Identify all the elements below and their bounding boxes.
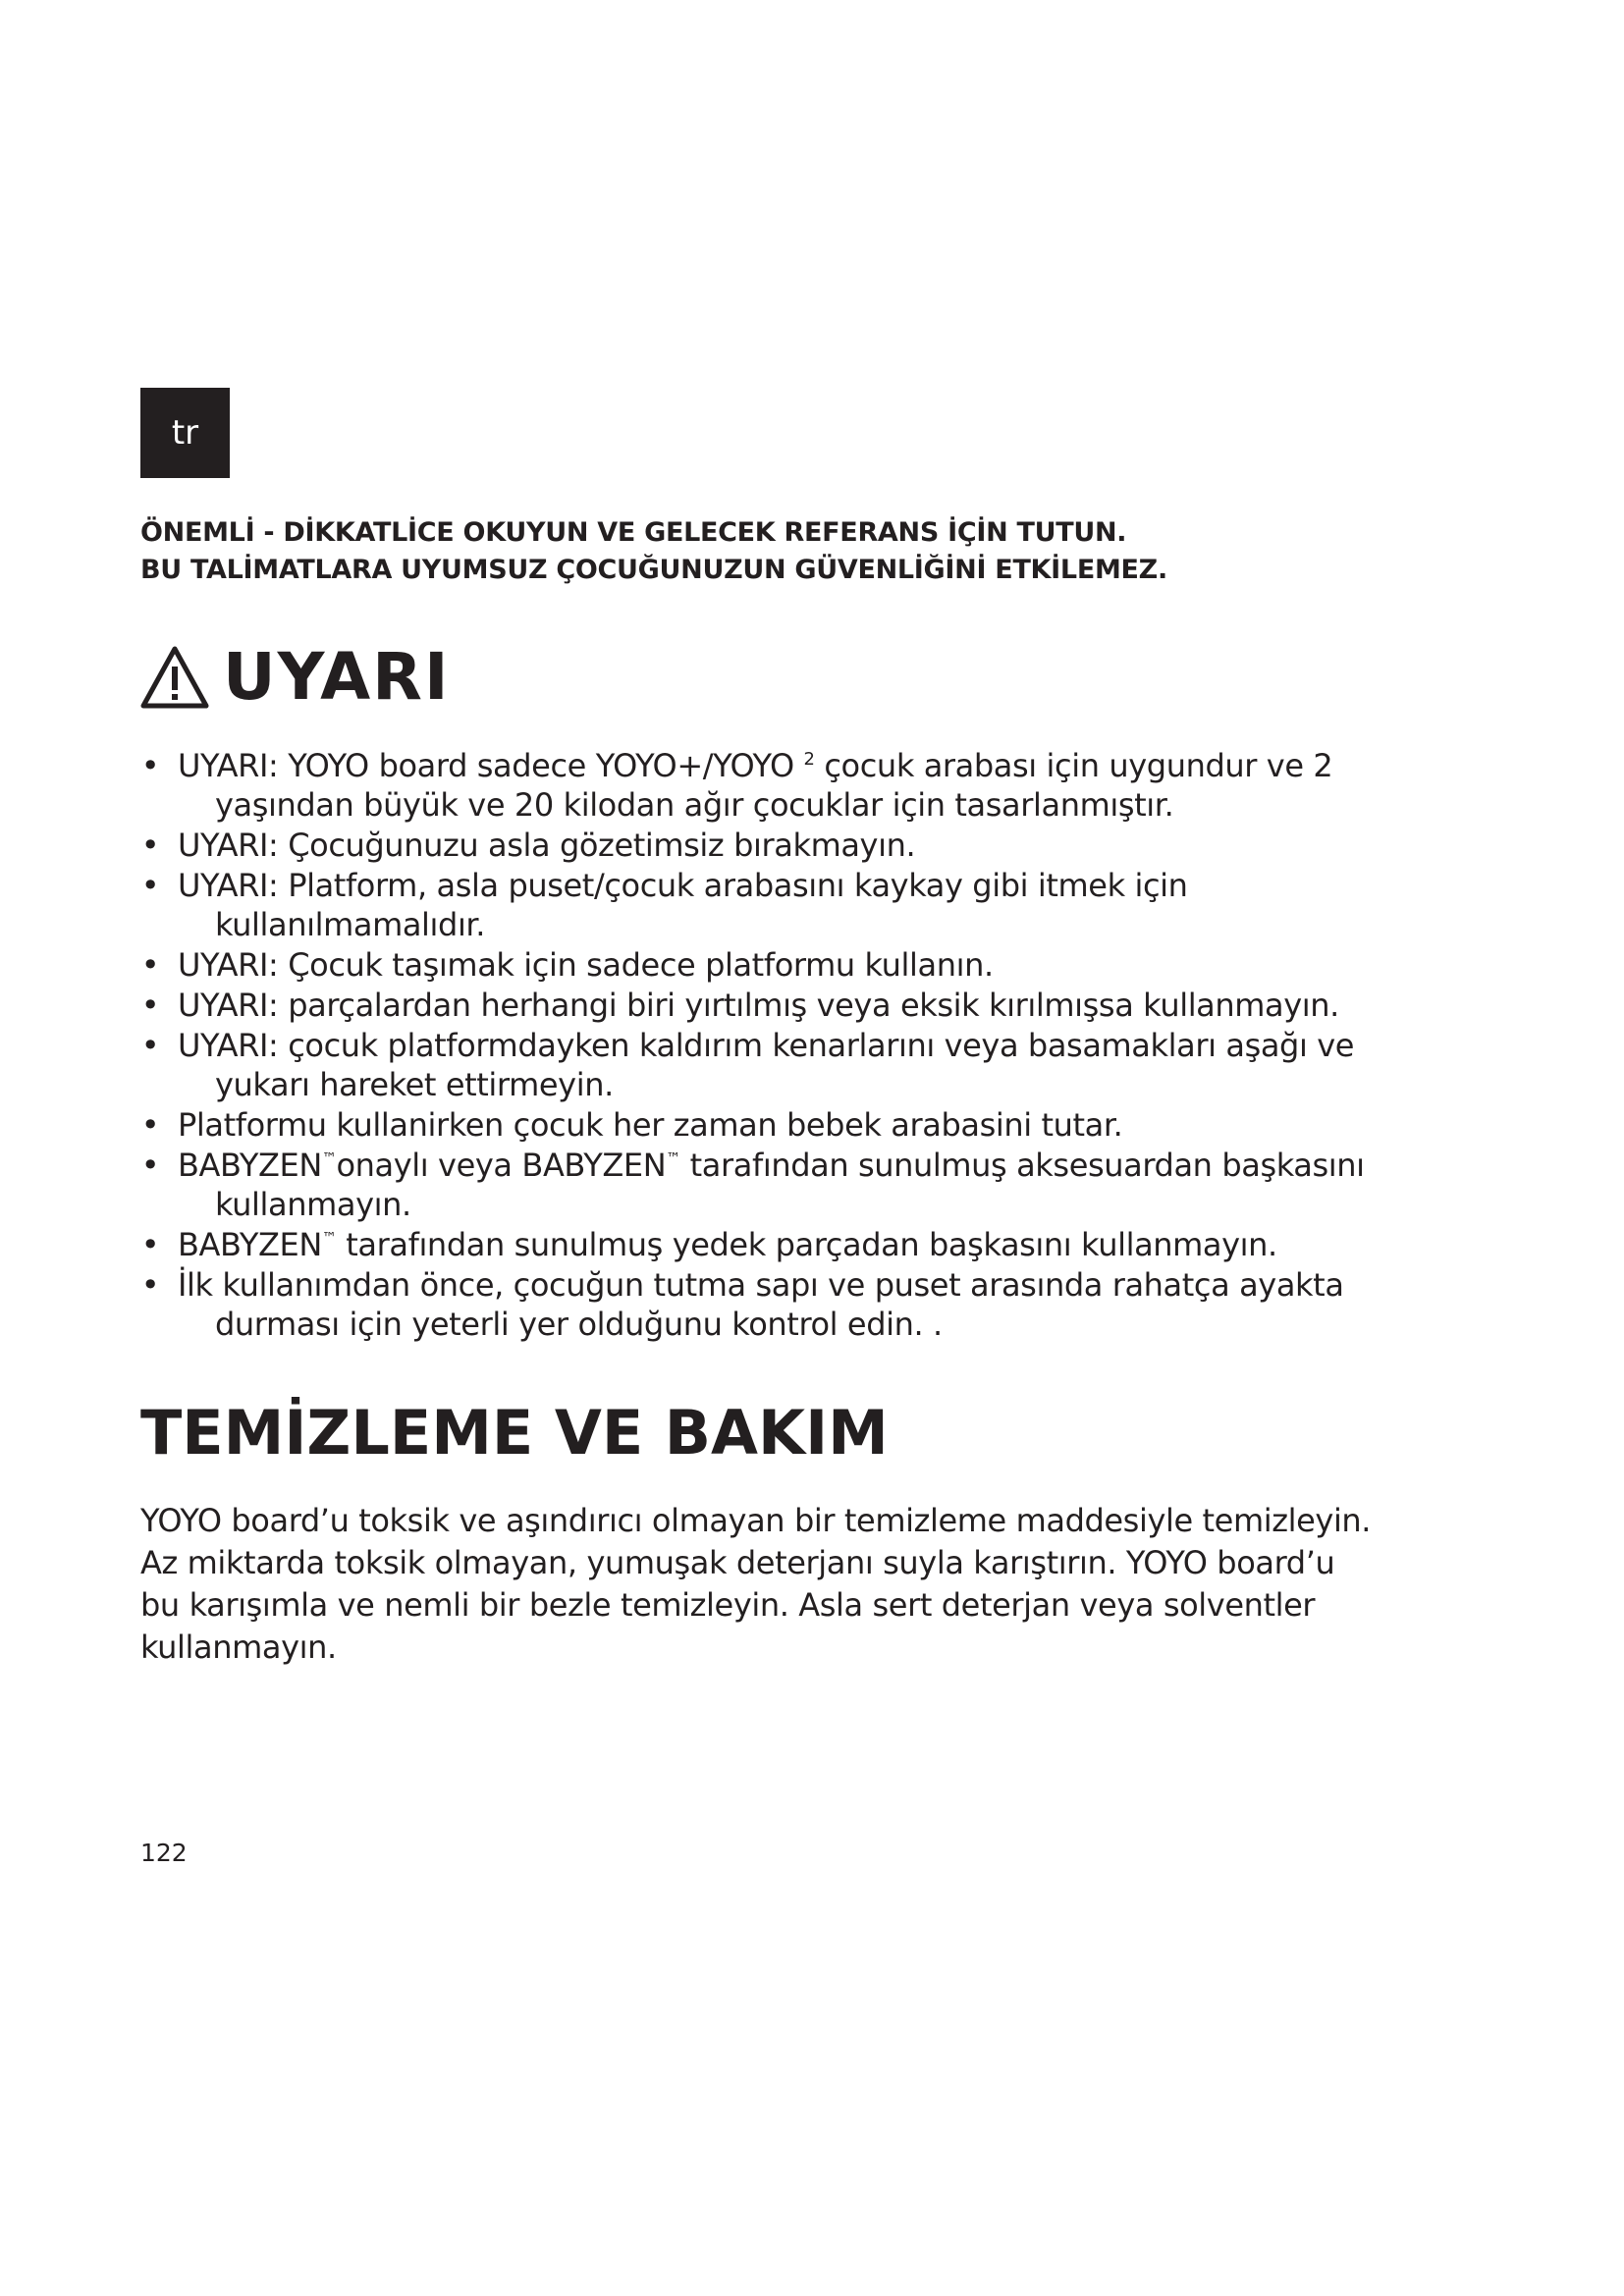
care-line: Az miktarda toksik olmayan, yumuşak deterjanı suyla karıştırın. YOYO board’u (140, 1544, 1335, 1581)
care-line: kullanmayın. (140, 1629, 337, 1666)
list-item: • UYARI: Çocuğunuzu asla gözetimsiz bırakmayın. (140, 827, 916, 864)
bullet-icon: • (140, 1106, 160, 1144)
bullet-icon: • (140, 867, 160, 904)
care-line: YOYO board’u toksik ve aşındırıcı olmayan bir temizleme maddesiyle temizleyin. (140, 1502, 1372, 1539)
warning-title: UYARI (223, 639, 451, 715)
list-item: • İlk kullanımdan önce, çocuğun tutma sapı ve puset arasında rahatça ayakta durması için yeterli yer olduğunu kontrol edin. . (140, 1266, 1344, 1343)
bullet-icon: • (140, 946, 160, 984)
language-badge (140, 388, 230, 478)
bullet-icon: • (140, 1226, 160, 1263)
bullet-icon: • (140, 827, 160, 864)
bullet-icon: • (140, 1266, 160, 1304)
bullet-icon: • (140, 1027, 160, 1064)
warning-list (140, 746, 1515, 1345)
bullet-icon: • (140, 987, 160, 1024)
warning-heading (140, 638, 451, 717)
care-paragraph (140, 1500, 1515, 1669)
language-code: tr (171, 413, 199, 453)
care-line: bu karışımla ve nemli bir bezle temizleyin. Asla sert deterjan veya solventler (140, 1586, 1316, 1624)
page-number: 122 (140, 1839, 188, 1867)
care-heading: TEMİZLEME VE BAKIM (140, 1397, 889, 1468)
important-notice (140, 514, 1515, 589)
important-notice-line-1: ÖNEMLİ - DİKKATLİCE OKUYUN VE GELECEK REFERANS İÇİN TUTUN. (140, 517, 1127, 548)
list-item: • Platformu kullanirken çocuk her zaman bebek arabasini tutar. (140, 1106, 1123, 1144)
list-item: • UYARI: parçalardan herhangi biri yırtılmış veya eksik kırılmışsa kullanmayın. (140, 987, 1339, 1024)
list-item: • UYARI: YOYO board sadece YOYO+/YOYO $^2$ çocuk arabası için uygundur ve 2 yaşından büyük ve 20 kilodan ağır çocuklar için tasarlanmıştır. (140, 747, 1333, 824)
bullet-icon: • (140, 747, 160, 784)
list-item: • UYARI: çocuk platformdayken kaldırım kenarlarını veya basamakları aşağı ve yukarı hareket ettirmeyin. (140, 1027, 1355, 1103)
warning-triangle-icon (140, 645, 209, 710)
important-notice-line-2: BU TALİMATLARA UYUMSUZ ÇOCUĞUNUZUN GÜVENLİĞİNİ ETKİLEMEZ. (140, 555, 1167, 585)
list-item: • UYARI: Çocuk taşımak için sadece platformu kullanın. (140, 946, 994, 984)
list-item: • BABYZEN™ tarafından sunulmuş yedek parçadan başkasını kullanmayın. (140, 1226, 1277, 1263)
bullet-icon: • (140, 1147, 160, 1184)
list-item: • UYARI: Platform, asla puset/çocuk arabasını kaykay gibi itmek için kullanılmamalıdır. (140, 867, 1188, 943)
list-item: • BABYZEN™onaylı veya BABYZEN™ tarafından sunulmuş aksesuardan başkasını kullanmayın. (140, 1147, 1365, 1223)
